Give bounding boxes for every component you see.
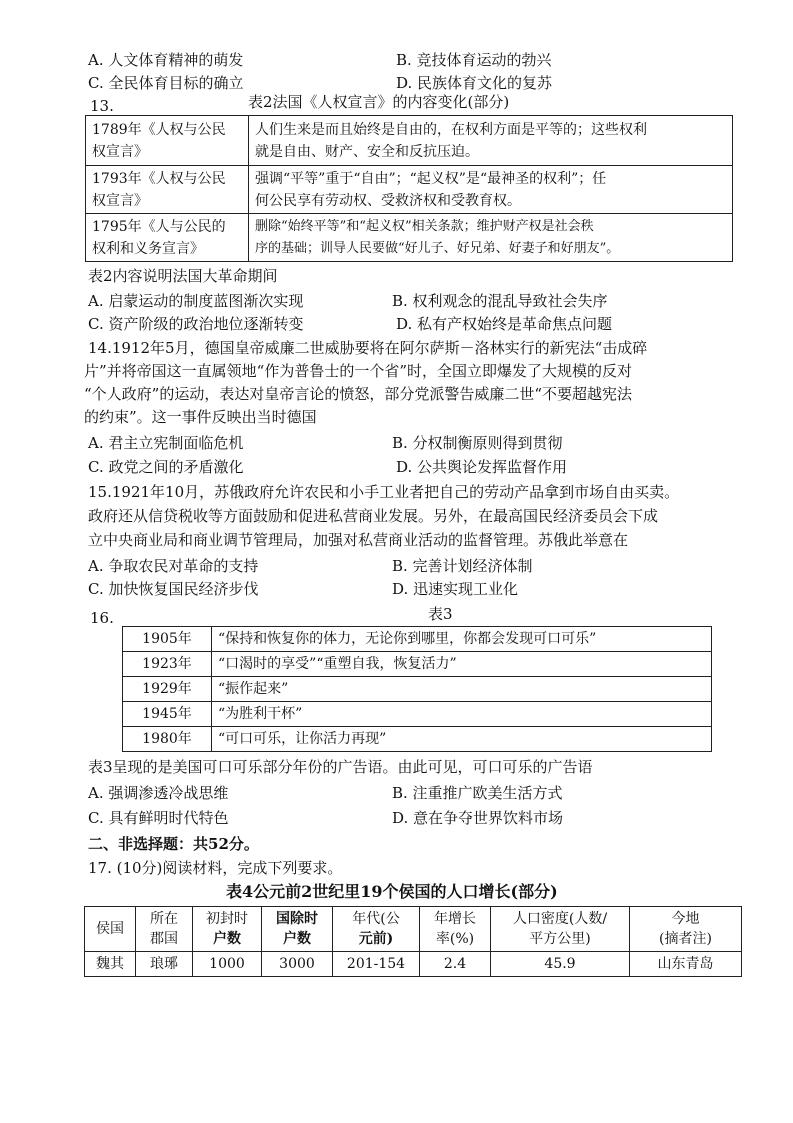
header-hou-guo: 侯国 — [96, 921, 124, 937]
q13-doc-1-line1: 1789年《人权与公民 — [92, 121, 226, 138]
q15-option-d: D. 迅速实现工业化 — [392, 580, 519, 598]
header-line1: 所在 — [150, 911, 178, 927]
q16-year: 1980年 — [123, 727, 212, 752]
q16-slogan: “保持和恢复你的体力，无论你到哪里，你都会发现可口可乐” — [212, 627, 712, 652]
q14-line-3: “个人政府”的运动，表达对皇帝言论的愤怒，部分党派警告威廉二世“不要超越宪法 — [84, 385, 633, 403]
q16-year: 1929年 — [123, 677, 212, 702]
q14-option-a: A. 君主立宪制面临危机 — [88, 434, 244, 452]
q15-option-b: B. 完善计划经济体制 — [392, 557, 533, 575]
q13-table — [85, 115, 733, 262]
cell-growth-rate: 2.4 — [420, 952, 491, 977]
q16-stem: 表3呈现的是美国可口可乐部分年份的广告语。由此可见，可口可乐的广告语 — [88, 758, 593, 776]
q15-line-2: 政府还从信贷税收等方面鼓励和促进私营商业发展。另外，在最高国民经济委员会下成 — [88, 507, 659, 525]
q13-doc-2-line2: 权宣言》 — [92, 192, 148, 209]
table-row — [86, 214, 733, 262]
q13-content-cell — [249, 166, 733, 214]
q13-number: 13. — [90, 97, 114, 115]
header-line2: 率(%) — [435, 931, 475, 947]
q16-slogan: “口渴时的享受”“重塑自我，恢复活力” — [212, 652, 712, 677]
q14-line-1: 14.1912年5月，德国皇帝威廉二世威胁要将在阿尔萨斯－洛林实行的新宪法“击成碎 — [88, 339, 648, 357]
header-cell — [262, 907, 333, 952]
q13-content-cell — [249, 116, 733, 166]
q12-option-d: D. 民族体育文化的复苏 — [396, 74, 553, 92]
q16-number: 16. — [90, 609, 114, 627]
q13-content-cell — [249, 214, 733, 262]
q13-doc-3-line2: 权利和义务宣言》 — [92, 240, 204, 257]
q15-option-a: A. 争取农民对革命的支持 — [88, 557, 259, 575]
cell-hou-guo: 魏其 — [85, 952, 136, 977]
q13-content-1-line2: 就是自由、财产、安全和反抗压迫。 — [255, 143, 479, 160]
table-row — [123, 652, 712, 677]
q13-content-3-line1: 删除“始终平等”和“起义权”相关条款；维护财产权是社会秩 — [255, 218, 594, 234]
q16-slogan: “为胜利干杯” — [212, 702, 712, 727]
cell-density: 45.9 — [491, 952, 630, 977]
q16-year: 1945年 — [123, 702, 212, 727]
header-cell — [630, 907, 742, 952]
header-line1: 今地 — [671, 911, 700, 927]
q13-doc-2-line1: 1793年《人权与公民 — [92, 170, 226, 187]
header-line2: 郡国 — [150, 931, 178, 947]
q13-doc-cell — [86, 214, 249, 262]
cell-modern-place: 山东青岛 — [630, 952, 742, 977]
q13-doc-1-line2: 权宣言》 — [92, 143, 148, 160]
q13-stem: 表2内容说明法国大革命期间 — [88, 267, 278, 285]
table-row — [86, 166, 733, 214]
table-row — [123, 677, 712, 702]
table-row — [123, 702, 712, 727]
q16-option-d: D. 意在争夺世界饮料市场 — [392, 809, 564, 827]
q16-option-a: A. 强调渗透冷战思维 — [88, 784, 229, 802]
q13-content-3-line2: 序的基础；训导人民要做“好儿子、好兄弟、好妻子和好朋友”。 — [255, 240, 620, 256]
table-row — [86, 116, 733, 166]
q14-option-d: D. 公共舆论发挥监督作用 — [396, 458, 568, 476]
q13-option-b: B. 权利观念的混乱导致社会失序 — [392, 292, 608, 310]
q15-line-1: 15.1921年10月，苏俄政府允许农民和小手工业者把自己的劳动产品拿到市场自由买卖。 — [88, 483, 680, 501]
header-line2: 户数 — [213, 931, 241, 947]
q13-option-a: A. 启蒙运动的制度蓝图渐次实现 — [88, 292, 304, 310]
header-line2: (摘者注) — [659, 931, 712, 947]
q17-table-caption: 表4公元前2世纪里19个侯国的人口增长(部分) — [226, 882, 558, 901]
q13-doc-3-line1: 1795年《人与公民的 — [92, 218, 226, 235]
q13-doc-cell — [86, 166, 249, 214]
q16-option-c: C. 具有鲜明时代特色 — [88, 809, 229, 827]
section-heading: 二、非选择题：共52分。 — [88, 835, 259, 853]
table-row — [123, 627, 712, 652]
q12-option-b: B. 竞技体育运动的勃兴 — [396, 51, 552, 69]
header-cell — [193, 907, 262, 952]
q17-stem: 17. (10分)阅读材料，完成下列要求。 — [88, 859, 343, 877]
q16-slogan: “可口可乐，让你活力再现” — [212, 727, 712, 752]
q13-doc-cell — [86, 116, 249, 166]
header-cell — [491, 907, 630, 952]
q14-option-c: C. 政党之间的矛盾激化 — [88, 458, 244, 476]
cell-jun-guo: 琅琊 — [136, 952, 193, 977]
q12-option-c: C. 全民体育目标的确立 — [88, 74, 244, 92]
table-row — [123, 727, 712, 752]
cell-final-households: 3000 — [262, 952, 333, 977]
q13-content-2-line1: 强调“平等”重于“自由”；“起义权”是“最神圣的权利”；任 — [255, 170, 607, 187]
table-row — [85, 952, 742, 977]
q15-line-3: 立中央商业局和商业调节管理局，加强对私营商业活动的监督管理。苏俄此举意在 — [88, 531, 629, 549]
q14-line-2: 片”并将帝国这一直属领地“作为普鲁士的一个省”时，全国立即爆发了大规模的反对 — [84, 362, 633, 380]
q16-year: 1905年 — [123, 627, 212, 652]
q13-content-2-line2: 何公民享有劳动权、受救济权和受教育权。 — [255, 192, 521, 209]
header-line1: 国除时 — [276, 911, 318, 927]
header-line2: 元前) — [358, 931, 394, 947]
q17-table — [84, 906, 742, 977]
header-cell — [85, 907, 136, 952]
header-line1: 初封时 — [206, 911, 248, 927]
header-line1: 人口密度(人数/ — [512, 911, 608, 927]
q12-option-a: A. 人文体育精神的萌发 — [88, 51, 244, 69]
q13-content-1-line1: 人们生来是而且始终是自由的，在权利方面是平等的；这些权利 — [255, 121, 647, 138]
q15-option-c: C. 加快恢复国民经济步伐 — [88, 580, 259, 598]
q16-table — [122, 626, 712, 752]
q14-line-4: 的约束”。这一事件反映出当时德国 — [84, 408, 317, 426]
header-line2: 平方公里) — [529, 931, 591, 947]
q16-option-b: B. 注重推广欧美生活方式 — [392, 784, 563, 802]
q13-table-caption: 表2法国《人权宣言》的内容变化(部分) — [248, 93, 510, 111]
header-cell — [136, 907, 193, 952]
header-cell — [420, 907, 491, 952]
header-cell — [333, 907, 420, 952]
header-line2: 户数 — [283, 931, 311, 947]
cell-years: 201-154 — [333, 952, 420, 977]
q16-slogan: “振作起来” — [212, 677, 712, 702]
cell-initial-households: 1000 — [193, 952, 262, 977]
header-line1: 年代(公 — [352, 911, 400, 927]
q13-option-d: D. 私有产权始终是革命焦点问题 — [396, 315, 613, 333]
table-header-row — [85, 907, 742, 952]
q16-table-caption: 表3 — [428, 605, 453, 623]
header-line1: 年增长 — [434, 911, 476, 927]
q16-year: 1923年 — [123, 652, 212, 677]
q14-option-b: B. 分权制衡原则得到贯彻 — [392, 434, 563, 452]
q13-option-c: C. 资产阶级的政治地位逐渐转变 — [88, 315, 304, 333]
